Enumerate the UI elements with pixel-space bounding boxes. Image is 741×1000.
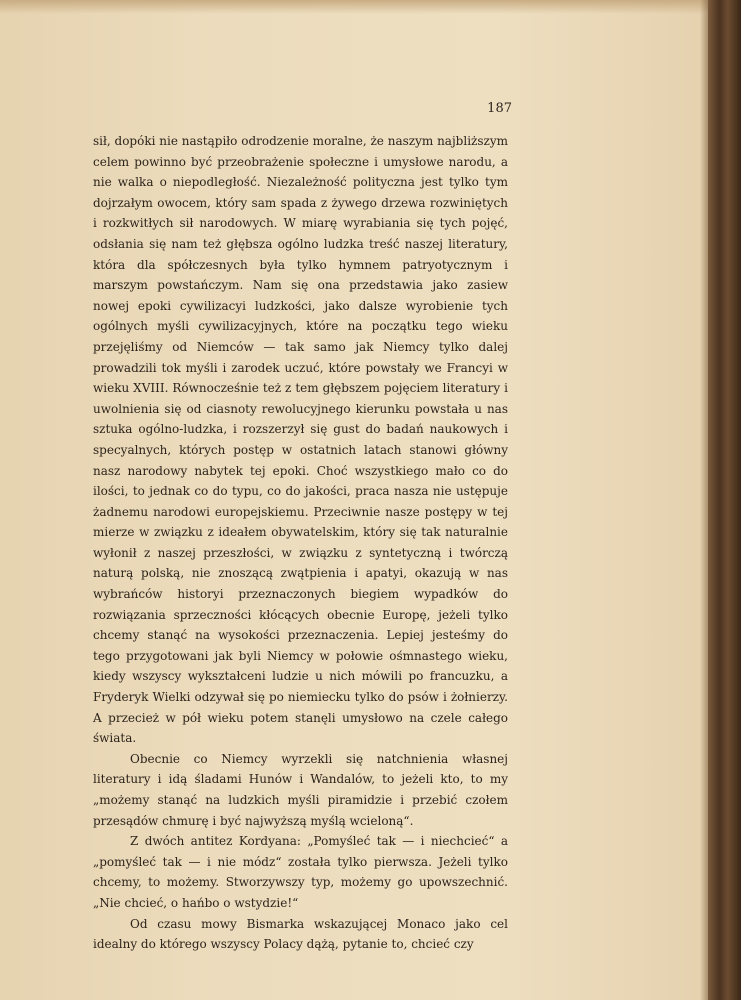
page-body-text: [93, 131, 508, 955]
paragraph-1: sił, dopóki nie nastąpiło odrodzenie moralne, że naszym najbliższym celem powinno być przeobrażenie społeczne i umysłowe narodu, a nie walka o niepodległość. Niezależność polityczna jest tylko tym dojrzałym owocem, który sam spada z żywego drzewa rozwiniętych i rozkwitłych sił narodowych. W miarę wyrabiania się tych pojęć, odsłania się nam też głębsza ogólno ludzka treść naszej literatury, która dla spółczesnych była tylko hymnem patryotycznym i marszym powstańczym. Nam się ona przedstawia jako zasiew nowej epoki cywilizacyi ludzkości, jako dalsze wyrobienie tych ogólnych myśli cywilizacyjnych, które na początku tego wieku przejęliśmy od Niemców — tak samo jak Niemcy tylko dalej prowadzili tok myśli i zarodek uczuć, które powstały we Francyi w wieku XVIII. Równocześnie też z tem głębszem pojęciem literatury i uwolnienia się od ciasnoty rewolucyjnego kierunku powstała u nas sztuka ogólno-ludzka, i rozszerzył się gust do badań naukowych i specyalnych, których postęp w ostatnich latach stanowi główny nasz narodowy nabytek tej epoki. Choć wszystkiego mało co do ilości, to jednak co do typu, co do jakości, praca nasza nie ustępuje żadnemu narodowi europejskiemu. Przeciwnie nasze postępy w tej mierze w związku z ideałem obywatelskim, który się tak naturalnie wyłonił z naszej przeszłości, w związku z syntetyczną i twórczą naturą polską, nie znoszącą zwątpienia i apatyi, okazują w nas wybrańców historyi przeznaczonych biegiem wypadków do rozwiązania sprzeczności kłócących obecnie Europę, jeżeli tylko chcemy stanąć na wysokości przeznaczenia. Lepiej jesteśmy do tego przygotowani jak byli Niemcy w połowie ośmnastego wieku, kiedy wszyscy wykształceni ludzie u nich mówili po francuzku, a Fryderyk Wielki odzywał się po niemiecku tylko do psów i żołnierzy. A przecież w pół wieku potem stanęli umysłowo na czele całego świata.: [93, 134, 508, 746]
page-number: 187: [487, 101, 512, 116]
page-edge-shadow: [700, 0, 708, 1000]
book-spine: [708, 0, 741, 1000]
paragraph-2: Obecnie co Niemcy wyrzekli się natchnienia własnej literatury i idą śladami Hunów i Wandalów, to jeżeli kto, to my „możemy stanąć na ludzkich myśli piramidzie i przebić czołem przesądów chmurę i być najwyższą myślą wcieloną“.: [93, 751, 508, 828]
paragraph-3: Z dwóch antitez Kordyana: „Pomyśleć tak — i niechcieć“ a „pomyśleć tak — i nie módz“ została tylko pierwsza. Jeżeli tylko chcemy, to możemy. Stworzywszy typ, możemy go upowszechnić. „Nie chcieć, o hańbo o wstydzie!“: [93, 834, 508, 910]
paragraph-4: Od czasu mowy Bismarka wskazującej Monaco jako cel idealny do którego wszyscy Polacy dążą, pytanie to, chcieć czy: [93, 916, 508, 952]
